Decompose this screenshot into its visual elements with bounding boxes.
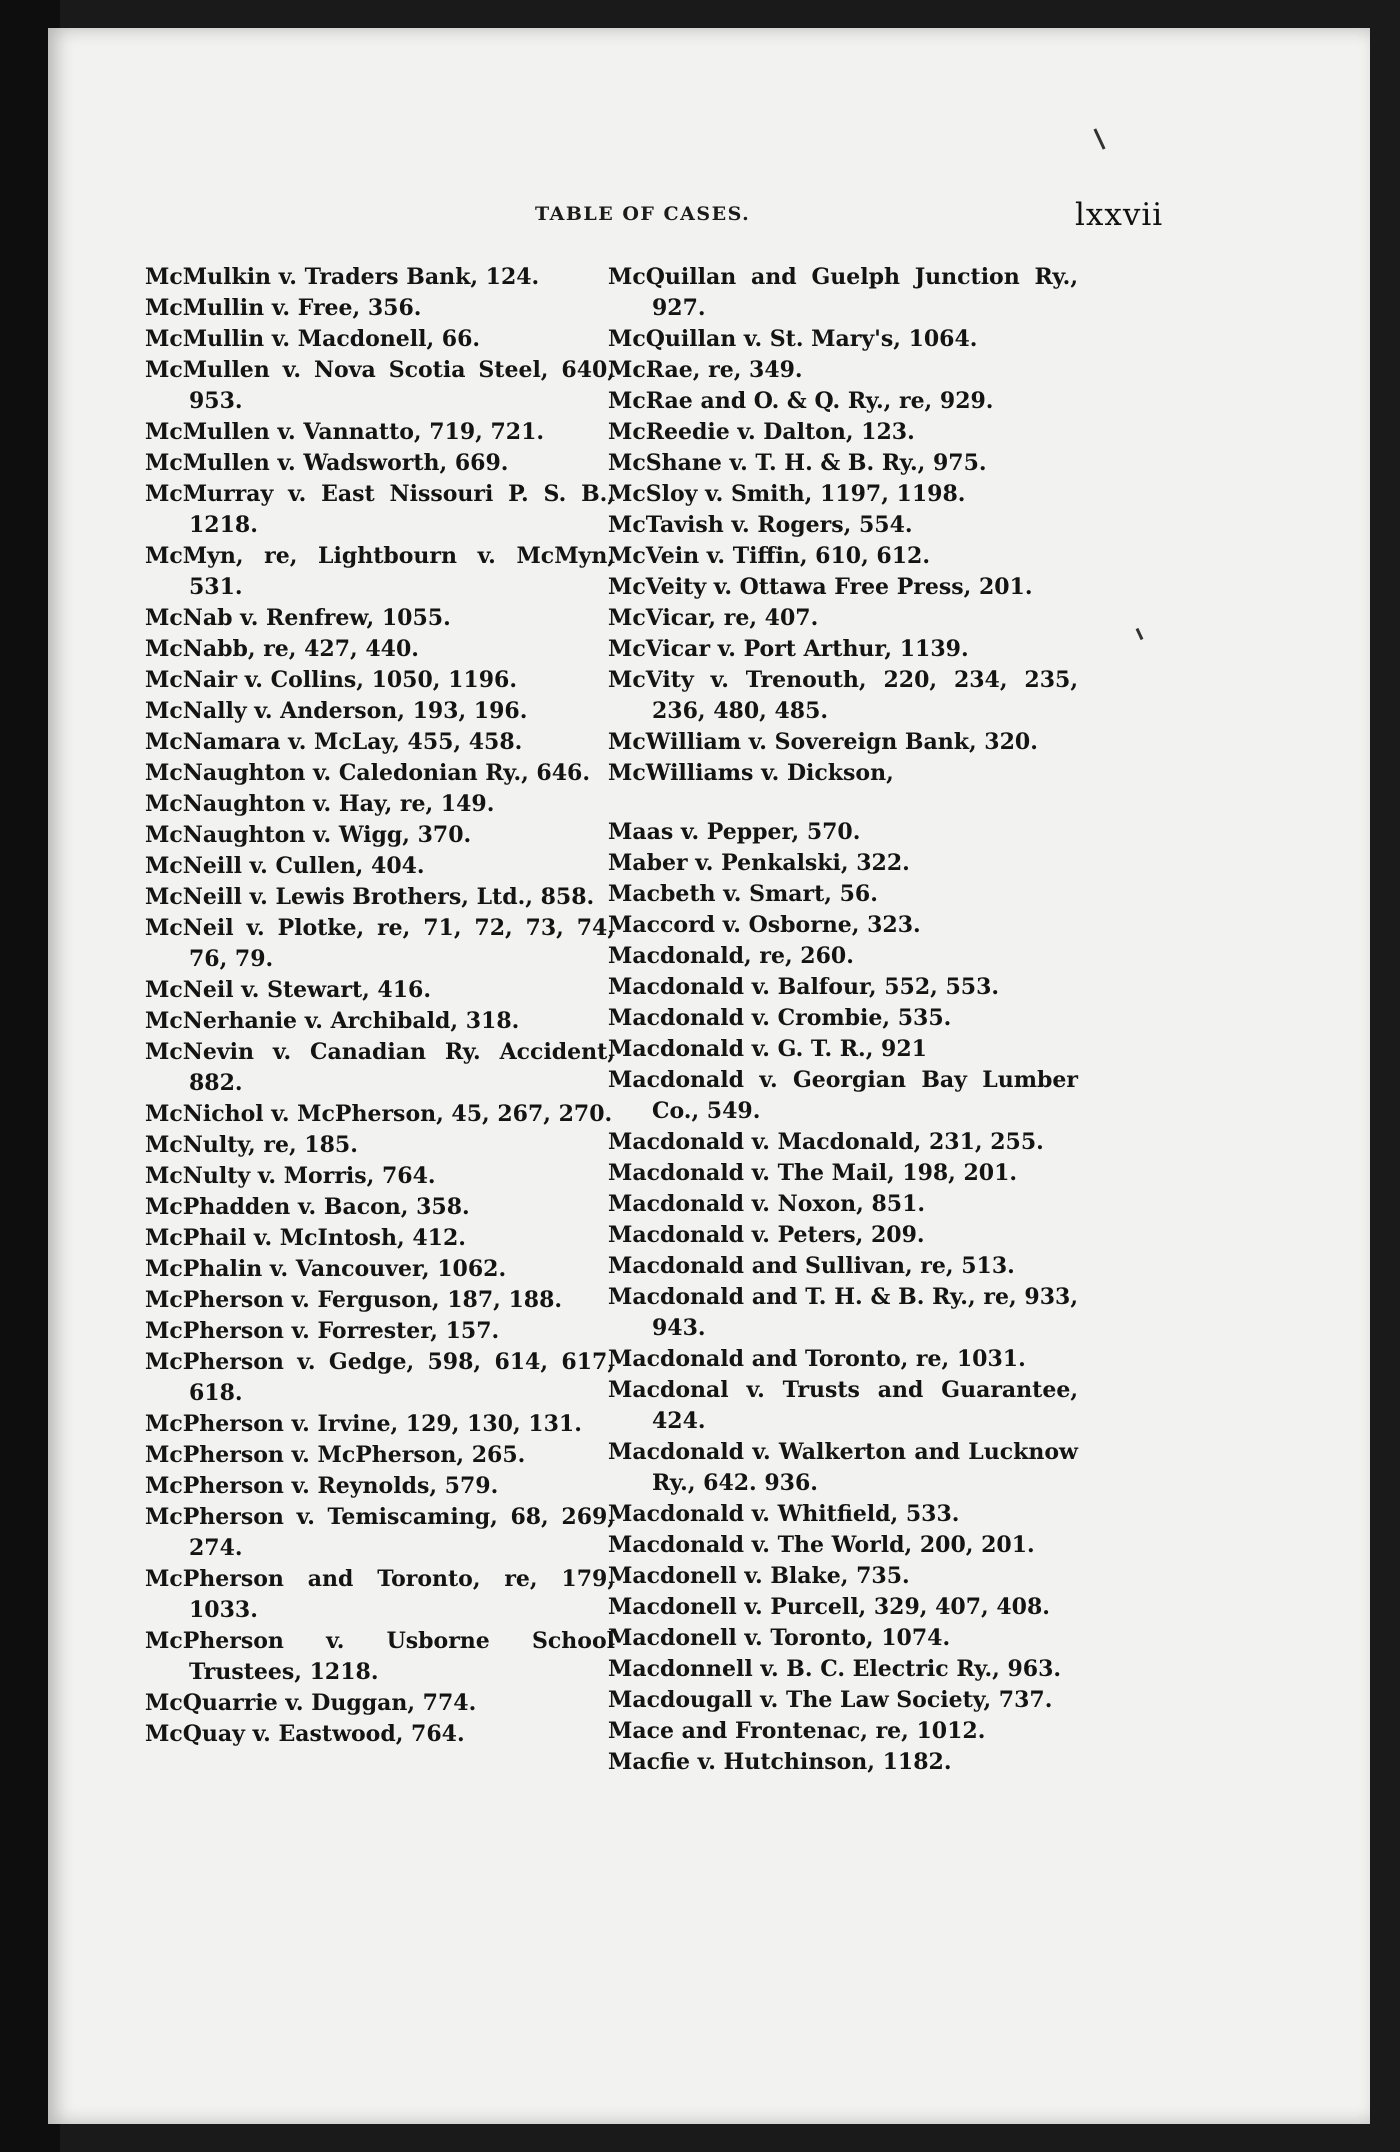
case-entry: Macdonald v. Walkerton and Lucknow Ry., 642. 936. — [608, 1439, 1078, 1496]
case-entry: McPherson v. McPherson, 265. — [145, 1442, 526, 1468]
case-entry: Macdonald v. Balfour, 552, 553. — [608, 974, 1000, 1000]
page-header — [145, 175, 1400, 235]
case-entry: Macdonald v. The World, 200, 201. — [608, 1532, 1035, 1558]
running-title: TABLE OF CASES. — [535, 203, 751, 225]
case-entry: McQuillan and Guelph Junction Ry., 927. — [608, 264, 1078, 321]
case-entry: McNaughton v. Caledonian Ry., 646. — [145, 760, 591, 786]
case-entry: McWilliams v. Dickson, — [608, 760, 894, 786]
case-entry: McSloy v. Smith, 1197, 1198. — [608, 481, 966, 507]
stray-mark — [1136, 628, 1144, 640]
case-entry: Macdougall v. The Law Society, 737. — [608, 1687, 1053, 1713]
case-entry: McPherson v. Gedge, 598, 614, 617, 618. — [145, 1349, 615, 1406]
case-entry: Macdonald and Sullivan, re, 513. — [608, 1253, 1015, 1279]
case-entry: McMullen v. Vannatto, 719, 721. — [145, 419, 545, 445]
case-entry: McPherson v. Irvine, 129, 130, 131. — [145, 1411, 582, 1437]
left-column — [145, 262, 615, 1750]
case-entry: McNulty, re, 185. — [145, 1132, 358, 1158]
case-entry: McPhail v. McIntosh, 412. — [145, 1225, 466, 1251]
case-entry: McNair v. Collins, 1050, 1196. — [145, 667, 518, 693]
case-entry: McNevin v. Canadian Ry. Accident, 882. — [145, 1039, 615, 1096]
case-entry: McPherson v. Reynolds, 579. — [145, 1473, 499, 1499]
case-entry: McVicar v. Port Arthur, 1139. — [608, 636, 969, 662]
case-entry: McNaughton v. Hay, re, 149. — [145, 791, 495, 817]
case-entry: McMulkin v. Traders Bank, 124. — [145, 264, 540, 290]
stray-mark — [1093, 128, 1105, 149]
case-entry: McMullen v. Nova Scotia Steel, 640, 953. — [145, 357, 615, 414]
case-entry: McNeill v. Lewis Brothers, Ltd., 858. — [145, 884, 595, 910]
case-entry: McTavish v. Rogers, 554. — [608, 512, 913, 538]
case-entry: McNab v. Renfrew, 1055. — [145, 605, 451, 631]
case-entry: McNichol v. McPherson, 45, 267, 270. — [145, 1101, 613, 1127]
right-column — [608, 262, 1078, 1778]
case-entry: McPhalin v. Vancouver, 1062. — [145, 1256, 507, 1282]
case-entry: Maber v. Penkalski, 322. — [608, 850, 910, 876]
case-entry: McVeity v. Ottawa Free Press, 201. — [608, 574, 1033, 600]
case-entry: Macdonald v. Crombie, 535. — [608, 1005, 952, 1031]
case-entry: McNerhanie v. Archibald, 318. — [145, 1008, 520, 1034]
case-entry: McRae, re, 349. — [608, 357, 803, 383]
case-entry: McPherson v. Usborne School Trustees, 1218. — [145, 1628, 615, 1685]
case-entry: Macdonal v. Trusts and Guarantee, 424. — [608, 1377, 1078, 1434]
case-entry: McReedie v. Dalton, 123. — [608, 419, 915, 445]
case-entry: McVicar, re, 407. — [608, 605, 819, 631]
case-entry: Macdonell v. Blake, 735. — [608, 1563, 910, 1589]
case-entry: McPherson v. Ferguson, 187, 188. — [145, 1287, 563, 1313]
case-entry: Macdonald v. Peters, 209. — [608, 1222, 925, 1248]
case-entry: Macdonell v. Toronto, 1074. — [608, 1625, 951, 1651]
case-entry: Macdonald v. Macdonald, 231, 255. — [608, 1129, 1044, 1155]
case-entry: McVein v. Tiffin, 610, 612. — [608, 543, 930, 569]
case-entry: McQuay v. Eastwood, 764. — [145, 1721, 465, 1747]
case-entry: McNeil v. Plotke, re, 71, 72, 73, 74, 76, 79. — [145, 915, 615, 972]
case-entry: McNaughton v. Wigg, 370. — [145, 822, 472, 848]
case-entry: Macdonald and Toronto, re, 1031. — [608, 1346, 1026, 1372]
case-entry: McPhadden v. Bacon, 358. — [145, 1194, 470, 1220]
case-entry: Macbeth v. Smart, 56. — [608, 881, 878, 907]
case-entry: McPherson and Toronto, re, 179, 1033. — [145, 1566, 615, 1623]
case-entry: Macdonald v. Georgian Bay Lumber Co., 549. — [608, 1067, 1078, 1124]
case-entry: Maccord v. Osborne, 323. — [608, 912, 921, 938]
case-entry: McShane v. T. H. & B. Ry., 975. — [608, 450, 987, 476]
case-entry: McPherson v. Temiscaming, 68, 269, 274. — [145, 1504, 615, 1561]
case-entry: Macdonald, re, 260. — [608, 943, 854, 969]
case-entry: McNally v. Anderson, 193, 196. — [145, 698, 528, 724]
page-number: lxxvii — [1075, 197, 1164, 233]
case-entry: Mace and Frontenac, re, 1012. — [608, 1718, 986, 1744]
case-entry: McMullen v. Wadsworth, 669. — [145, 450, 509, 476]
case-entry: McNabb, re, 427, 440. — [145, 636, 419, 662]
case-entry: McNamara v. McLay, 455, 458. — [145, 729, 523, 755]
case-entry: McMurray v. East Nissouri P. S. B., 1218. — [145, 481, 615, 538]
case-entry: Macdonell v. Purcell, 329, 407, 408. — [608, 1594, 1050, 1620]
case-entry: McMullin v. Macdonell, 66. — [145, 326, 481, 352]
case-entry: Macfie v. Hutchinson, 1182. — [608, 1749, 952, 1775]
case-entry: McRae and O. & Q. Ry., re, 929. — [608, 388, 994, 414]
case-entry: McNeill v. Cullen, 404. — [145, 853, 425, 879]
case-entry: Macdonald v. Whitfield, 533. — [608, 1501, 960, 1527]
case-entry: McMyn, re, Lightbourn v. McMyn, 531. — [145, 543, 615, 600]
case-entry: McPherson v. Forrester, 157. — [145, 1318, 500, 1344]
case-entry: McQuillan v. St. Mary's, 1064. — [608, 326, 978, 352]
case-entry: Macdonald v. G. T. R., 921 — [608, 1036, 927, 1062]
case-entry: Macdonald and T. H. & B. Ry., re, 933, 943. — [608, 1284, 1078, 1341]
case-entry: Maas v. Pepper, 570. — [608, 819, 861, 845]
section-gap — [608, 789, 1078, 817]
case-entry: Macdonnell v. B. C. Electric Ry., 963. — [608, 1656, 1062, 1682]
case-entry: McNulty v. Morris, 764. — [145, 1163, 436, 1189]
case-entry: McVity v. Trenouth, 220, 234, 235, 236, 480, 485. — [608, 667, 1078, 724]
case-entry: Macdonald v. The Mail, 198, 201. — [608, 1160, 1018, 1186]
case-entry: McWilliam v. Sovereign Bank, 320. — [608, 729, 1038, 755]
case-entry: McQuarrie v. Duggan, 774. — [145, 1690, 477, 1716]
case-entry: McNeil v. Stewart, 416. — [145, 977, 432, 1003]
case-entry: Macdonald v. Noxon, 851. — [608, 1191, 926, 1217]
case-entry: McMullin v. Free, 356. — [145, 295, 422, 321]
